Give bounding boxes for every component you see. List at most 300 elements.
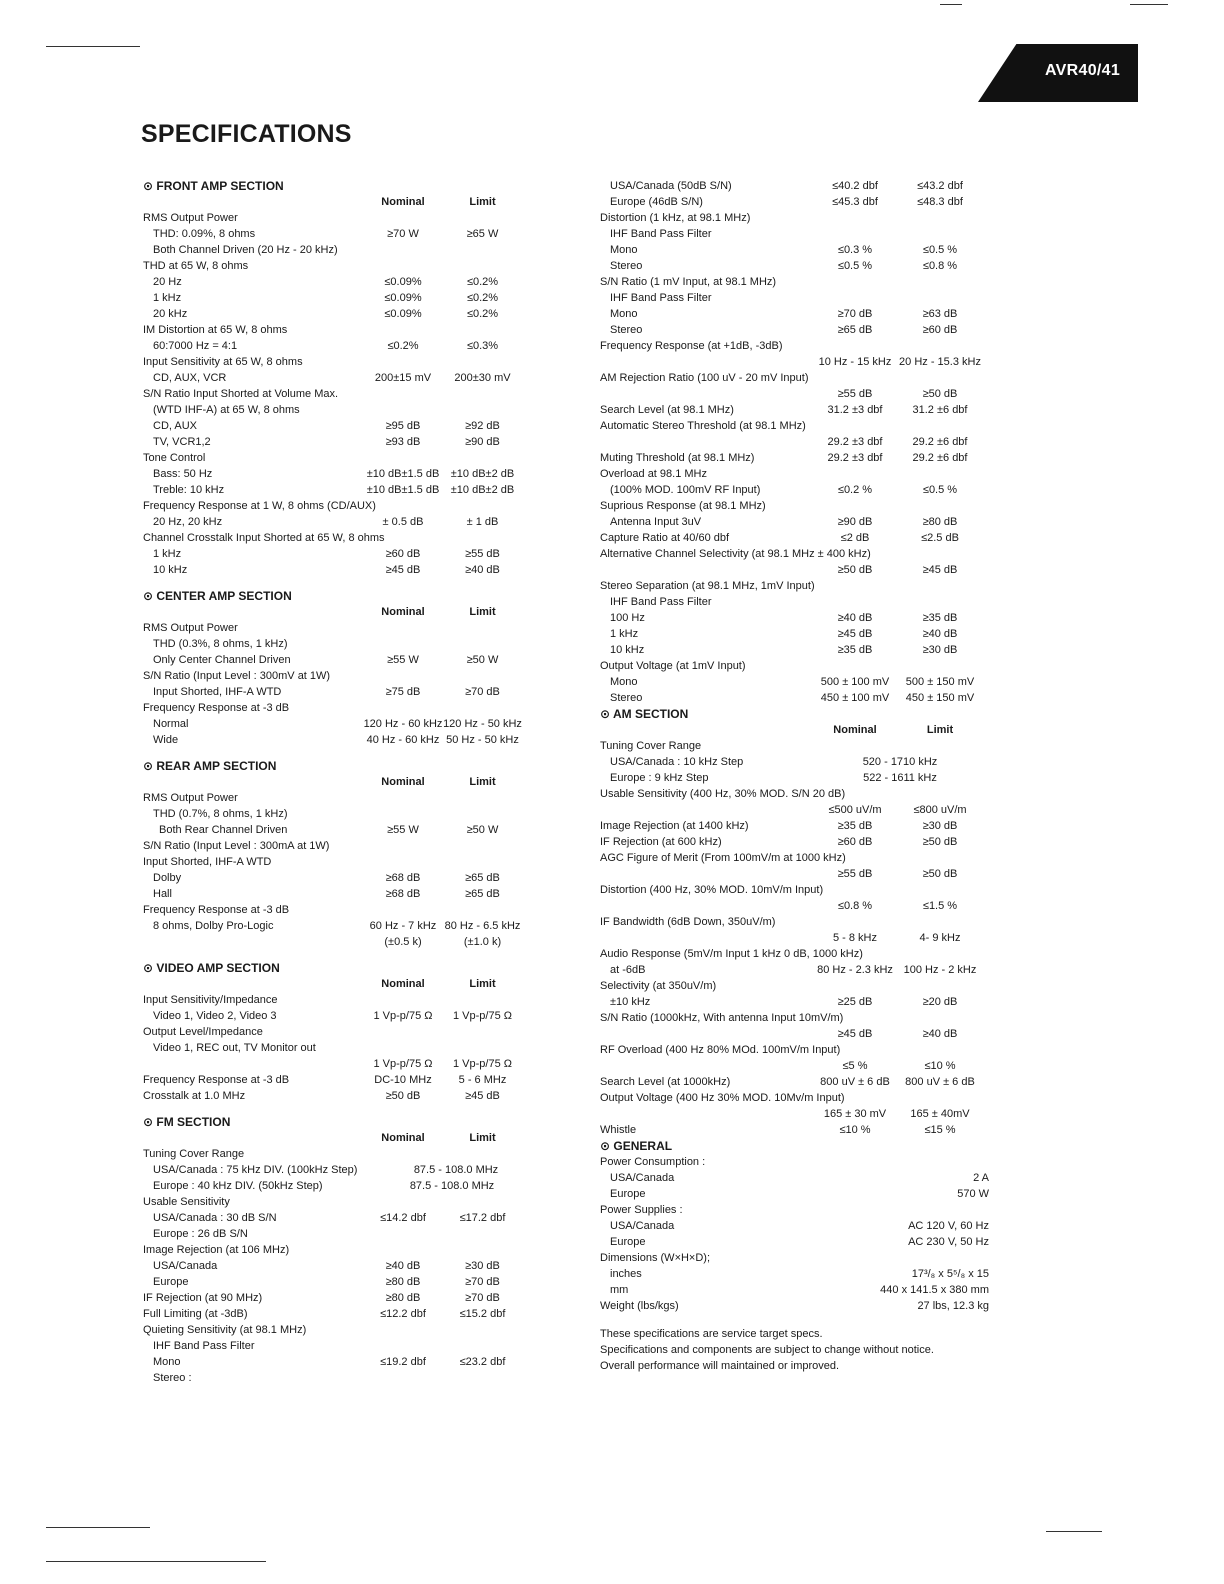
spec-row bbox=[600, 1250, 995, 1266]
spec-row bbox=[143, 790, 538, 806]
page-title: SPECIFICATIONS bbox=[141, 120, 352, 148]
spec-label: Stereo bbox=[610, 260, 643, 272]
spec-label: Image Rejection (at 1400 kHz) bbox=[600, 820, 749, 832]
spec-row bbox=[143, 242, 538, 258]
spec-label: Stereo bbox=[610, 692, 643, 704]
limit-value: ≤0.8 % bbox=[922, 260, 958, 272]
spec-label: Europe : 9 kHz Step bbox=[610, 772, 709, 784]
spec-label: Input Shorted, IHF-A WTD bbox=[143, 856, 272, 868]
nominal-value: ≥50 dB bbox=[385, 1090, 421, 1102]
nominal-value: 165 ± 30 mV bbox=[823, 1108, 887, 1120]
nominal-value: 29.2 ±3 dbf bbox=[827, 452, 883, 464]
spec-label: 20 Hz, 20 kHz bbox=[153, 516, 223, 528]
spec-row bbox=[143, 530, 538, 546]
spec-row bbox=[600, 962, 995, 978]
spec-label: (100% MOD. 100mV RF Input) bbox=[610, 484, 761, 496]
nominal-value: ≤5 % bbox=[842, 1060, 868, 1072]
spec-label: IM Distortion at 65 W, 8 ohms bbox=[143, 324, 288, 336]
spec-row bbox=[600, 1042, 995, 1058]
spec-row bbox=[600, 258, 995, 274]
spec-row bbox=[143, 1008, 538, 1024]
nominal-value: (±0.5 k) bbox=[384, 936, 422, 948]
spec-label: Europe bbox=[153, 1276, 189, 1288]
spec-label: Dolby bbox=[153, 872, 182, 884]
nominal-value: 200±15 mV bbox=[374, 372, 432, 384]
nominal-value: ≤40.2 dbf bbox=[832, 180, 878, 192]
spec-label: USA/Canada (50dB S/N) bbox=[610, 180, 732, 192]
spec-label: Overload at 98.1 MHz bbox=[600, 468, 707, 480]
limit-value: ≥50 dB bbox=[922, 836, 958, 848]
limit-value: 5 - 6 MHz bbox=[458, 1074, 507, 1086]
nominal-value: ≤10 % bbox=[839, 1124, 871, 1136]
spec-row bbox=[600, 690, 995, 706]
spec-row bbox=[600, 306, 995, 322]
spec-row bbox=[143, 562, 538, 578]
spec-row bbox=[143, 450, 538, 466]
range-value: 520 - 1710 kHz bbox=[862, 756, 938, 768]
limit-value: ≥60 dB bbox=[922, 324, 958, 336]
spec-label: USA/Canada : 10 kHz Step bbox=[610, 756, 744, 768]
spec-label: IHF Band Pass Filter bbox=[610, 596, 712, 608]
spec-row bbox=[143, 210, 538, 226]
section-title: ⊙ GENERAL bbox=[600, 1139, 673, 1153]
limit-value: ≤2.5 dB bbox=[921, 532, 959, 544]
spec-label: Output Level/Impedance bbox=[143, 1026, 263, 1038]
spec-row bbox=[143, 652, 538, 668]
nominal-value: 5 - 8 kHz bbox=[832, 932, 877, 944]
spec-label: (WTD IHF-A) at 65 W, 8 ohms bbox=[153, 404, 300, 416]
spec-label: Dimensions (W×H×D); bbox=[600, 1252, 711, 1264]
spec-label: CD, AUX, VCR bbox=[153, 372, 227, 384]
limit-header: Limit bbox=[469, 1132, 496, 1144]
nominal-value: ≥93 dB bbox=[385, 436, 421, 448]
limit-value: ≥90 dB bbox=[465, 436, 500, 448]
limit-value: ≥65 W bbox=[466, 228, 499, 240]
spec-row bbox=[143, 716, 538, 732]
spec-label: Stereo Separation (at 98.1 MHz, 1mV Input) bbox=[600, 580, 815, 592]
spec-row bbox=[600, 1074, 995, 1090]
spec-label: Alternative Channel Selectivity (at 98.1 MHz ± 400 kHz) bbox=[600, 548, 871, 560]
spec-row bbox=[600, 834, 995, 850]
nominal-value: ≥68 dB bbox=[385, 888, 421, 900]
nominal-value: ≥55 dB bbox=[837, 868, 873, 880]
spec-label: Input Sensitivity at 65 W, 8 ohms bbox=[143, 356, 303, 368]
spec-row bbox=[143, 338, 538, 354]
spec-row bbox=[600, 1090, 995, 1106]
spec-label: TV, VCR1,2 bbox=[153, 436, 211, 448]
nominal-value: ≥80 dB bbox=[385, 1276, 421, 1288]
limit-value: ≥92 dB bbox=[465, 420, 500, 432]
nominal-value: ≥45 dB bbox=[385, 564, 421, 576]
spec-label: IHF Band Pass Filter bbox=[153, 1340, 255, 1352]
spec-row bbox=[600, 930, 995, 946]
spec-label: Usable Sensitivity bbox=[143, 1196, 230, 1208]
spec-label: Whistle bbox=[600, 1124, 637, 1136]
limit-value: ≥70 dB bbox=[465, 686, 500, 698]
video-amp-header bbox=[143, 960, 538, 976]
limit-value: ≥50 W bbox=[466, 824, 499, 836]
spec-row bbox=[600, 530, 995, 546]
limit-value: (±1.0 k) bbox=[463, 936, 502, 948]
nominal-value: 500 ± 100 mV bbox=[820, 676, 890, 688]
spec-row bbox=[143, 1194, 538, 1210]
spec-row bbox=[600, 1218, 995, 1234]
nominal-value: ≥90 dB bbox=[837, 516, 873, 528]
spec-label: Stereo : bbox=[153, 1372, 192, 1384]
spec-row bbox=[143, 546, 538, 562]
spec-label: Distortion (400 Hz, 30% MOD. 10mV/m Input) bbox=[600, 884, 824, 896]
limit-value: 1 Vp-p/75 Ω bbox=[453, 1058, 512, 1070]
spec-row bbox=[143, 668, 538, 684]
spec-label: 1 kHz bbox=[153, 292, 182, 304]
spec-label: 8 ohms, Dolby Pro-Logic bbox=[153, 920, 274, 932]
spec-row bbox=[143, 1306, 538, 1322]
spec-row bbox=[143, 1210, 538, 1226]
spec-label: USA/Canada bbox=[610, 1220, 675, 1232]
limit-value: ≤15 % bbox=[924, 1124, 956, 1136]
nominal-header: Nominal bbox=[833, 724, 877, 736]
spec-label: Usable Sensitivity (400 Hz, 30% MOD. S/N 20 dB) bbox=[600, 788, 846, 800]
spec-label: at -6dB bbox=[610, 964, 646, 976]
spec-row bbox=[143, 902, 538, 918]
limit-value: ≤23.2 dbf bbox=[459, 1356, 506, 1368]
spec-row bbox=[143, 992, 538, 1008]
limit-value: ≥50 dB bbox=[922, 868, 958, 880]
spec-label: 20 Hz bbox=[153, 276, 182, 288]
spec-row bbox=[600, 418, 995, 434]
spec-row bbox=[143, 1242, 538, 1258]
spec-row bbox=[600, 626, 995, 642]
limit-header: Limit bbox=[926, 724, 954, 736]
nominal-value: ≤0.09% bbox=[384, 276, 422, 288]
spec-row bbox=[143, 700, 538, 716]
left-column bbox=[143, 178, 538, 1386]
spec-label: Power Consumption : bbox=[600, 1156, 706, 1168]
general-value: AC 230 V, 50 Hz bbox=[908, 1236, 989, 1248]
spec-label: IF Rejection (at 90 MHz) bbox=[143, 1292, 263, 1304]
spec-row bbox=[143, 1338, 538, 1354]
spec-row bbox=[600, 802, 995, 818]
spec-row bbox=[600, 562, 995, 578]
spec-label: S/N Ratio (1 mV Input, at 98.1 MHz) bbox=[600, 276, 777, 288]
limit-value: ≥70 dB bbox=[465, 1292, 500, 1304]
spec-row bbox=[143, 402, 538, 418]
spec-row bbox=[600, 594, 995, 610]
nominal-value: DC-10 MHz bbox=[374, 1074, 432, 1086]
spec-row bbox=[600, 786, 995, 802]
spec-row bbox=[143, 386, 538, 402]
spec-row bbox=[600, 226, 995, 242]
spec-label: Wide bbox=[153, 734, 179, 746]
nominal-header: Nominal bbox=[381, 606, 425, 618]
limit-value: ≥40 dB bbox=[465, 564, 500, 576]
nominal-value: 120 Hz - 60 kHz bbox=[363, 718, 443, 730]
spec-label: Audio Response (5mV/m Input 1 kHz 0 dB, 1000 kHz) bbox=[600, 948, 863, 960]
spec-label: Power Supplies : bbox=[600, 1204, 683, 1216]
spec-label: Automatic Stereo Threshold (at 98.1 MHz) bbox=[600, 420, 806, 432]
spec-row bbox=[600, 1154, 995, 1170]
nominal-value: ≤14.2 dbf bbox=[380, 1212, 426, 1224]
spec-label: IF Rejection (at 600 kHz) bbox=[600, 836, 722, 848]
spec-label: Quieting Sensitivity (at 98.1 MHz) bbox=[143, 1324, 307, 1336]
spec-label: THD: 0.09%, 8 ohms bbox=[153, 228, 256, 240]
spec-label: RMS Output Power bbox=[143, 212, 238, 224]
nominal-value: ≥50 dB bbox=[837, 564, 873, 576]
nominal-value: ≥70 W bbox=[387, 228, 419, 240]
nominal-value: ≥40 dB bbox=[385, 1260, 421, 1272]
spec-row bbox=[600, 194, 995, 210]
spec-row bbox=[600, 818, 995, 834]
spec-row bbox=[600, 482, 995, 498]
spec-row bbox=[143, 1370, 538, 1386]
spec-label: Input Sensitivity/Impedance bbox=[143, 994, 278, 1006]
spec-row bbox=[143, 1290, 538, 1306]
bottom-left-rule-2 bbox=[46, 1561, 266, 1562]
spec-label: Tuning Cover Range bbox=[600, 740, 702, 752]
section-title: ⊙ CENTER AMP SECTION bbox=[143, 589, 292, 603]
limit-header: Limit bbox=[469, 776, 496, 788]
section-title: ⊙ AM SECTION bbox=[600, 707, 689, 721]
nominal-value: ±10 dB±1.5 dB bbox=[366, 484, 440, 496]
spec-notes bbox=[600, 1326, 995, 1374]
bottom-left-rule bbox=[46, 1527, 150, 1528]
range-value: 87.5 - 108.0 MHz bbox=[413, 1164, 499, 1176]
spec-row bbox=[143, 620, 538, 636]
spec-label: Bass: 50 Hz bbox=[153, 468, 213, 480]
top-right-rule-2 bbox=[1130, 4, 1168, 5]
spec-label: Channel Crosstalk Input Shorted at 65 W, 8 ohms bbox=[143, 532, 385, 544]
spec-row bbox=[143, 870, 538, 886]
spec-label: Output Voltage (400 Hz 30% MOD. 10Mv/m Input) bbox=[600, 1092, 845, 1104]
nominal-value: ≥80 dB bbox=[385, 1292, 421, 1304]
spec-row bbox=[600, 546, 995, 562]
spec-row bbox=[600, 178, 995, 194]
nominal-value: ≥35 dB bbox=[837, 644, 873, 656]
limit-value: ≤48.3 dbf bbox=[917, 196, 963, 208]
spec-row bbox=[600, 402, 995, 418]
spec-label: Suprious Response (at 98.1 MHz) bbox=[600, 500, 766, 512]
spec-row bbox=[600, 1234, 995, 1250]
spec-label: 100 Hz bbox=[610, 612, 645, 624]
spec-row bbox=[143, 918, 538, 934]
spec-label: IHF Band Pass Filter bbox=[610, 228, 712, 240]
spec-label: Stereo bbox=[610, 324, 643, 336]
spec-row bbox=[143, 1274, 538, 1290]
spec-row bbox=[600, 770, 995, 786]
nominal-value: ≥40 dB bbox=[837, 612, 873, 624]
spec-label: RF Overload (400 Hz 80% MOd. 100mV/m Input) bbox=[600, 1044, 841, 1056]
center-amp-header bbox=[143, 588, 538, 604]
column-headers bbox=[143, 774, 538, 790]
limit-value: 31.2 ±6 dbf bbox=[912, 404, 968, 416]
limit-value: ≥65 dB bbox=[465, 888, 500, 900]
spec-row bbox=[600, 498, 995, 514]
spec-label: Europe : 40 kHz DIV. (50kHz Step) bbox=[153, 1180, 323, 1192]
front-amp-header bbox=[143, 178, 538, 194]
nominal-value: ≤19.2 dbf bbox=[380, 1356, 426, 1368]
spec-row bbox=[143, 1146, 538, 1162]
limit-value: 500 ± 150 mV bbox=[905, 676, 975, 688]
bottom-right-rule bbox=[1046, 1531, 1102, 1532]
spec-label: 1 kHz bbox=[610, 628, 639, 640]
spec-row bbox=[600, 370, 995, 386]
limit-header: Limit bbox=[469, 196, 496, 208]
spec-label: Mono bbox=[610, 308, 638, 320]
limit-value: ≥30 dB bbox=[922, 820, 958, 832]
spec-label: Frequency Response (at +1dB, -3dB) bbox=[600, 340, 783, 352]
nominal-value: ≥35 dB bbox=[837, 820, 873, 832]
spec-label: IF Bandwidth (6dB Down, 350uV/m) bbox=[600, 916, 776, 928]
spec-row bbox=[600, 642, 995, 658]
spec-label: USA/Canada bbox=[610, 1172, 675, 1184]
limit-header: Limit bbox=[469, 606, 496, 618]
nominal-value: ± 0.5 dB bbox=[382, 516, 424, 528]
general-value: 17³/₈ x 5⁵/₈ x 15 bbox=[911, 1268, 989, 1280]
spec-row bbox=[600, 386, 995, 402]
spec-label: S/N Ratio Input Shorted at Volume Max. bbox=[143, 388, 339, 400]
spec-label: ±10 kHz bbox=[610, 996, 651, 1008]
spec-row bbox=[143, 732, 538, 748]
limit-value: 80 Hz - 6.5 kHz bbox=[444, 920, 521, 932]
limit-value: 120 Hz - 50 kHz bbox=[443, 718, 522, 730]
general-header bbox=[600, 1138, 995, 1154]
limit-value: ≤0.3% bbox=[466, 340, 499, 352]
nominal-header: Nominal bbox=[381, 196, 425, 208]
limit-value: ≥80 dB bbox=[922, 516, 958, 528]
nominal-value: 800 uV ± 6 dB bbox=[820, 1076, 890, 1088]
spec-row bbox=[143, 498, 538, 514]
limit-value: ≤10 % bbox=[924, 1060, 956, 1072]
limit-value: 1 Vp-p/75 Ω bbox=[453, 1010, 512, 1022]
nominal-value: 10 Hz - 15 kHz bbox=[818, 356, 892, 368]
limit-header: Limit bbox=[469, 978, 496, 990]
limit-value: ≥65 dB bbox=[465, 872, 500, 884]
nominal-value: ≥55 dB bbox=[837, 388, 873, 400]
spec-label: mm bbox=[610, 1284, 629, 1296]
spec-label: CD, AUX bbox=[153, 420, 198, 432]
limit-value: ≥20 dB bbox=[922, 996, 958, 1008]
limit-value: ≥40 dB bbox=[922, 628, 958, 640]
spec-label: Treble: 10 kHz bbox=[153, 484, 225, 496]
spec-label: Search Level (at 98.1 MHz) bbox=[600, 404, 734, 416]
spec-row bbox=[600, 210, 995, 226]
limit-value: ≥70 dB bbox=[465, 1276, 500, 1288]
limit-value: 450 ± 150 mV bbox=[905, 692, 975, 704]
limit-value: ≥45 dB bbox=[465, 1090, 500, 1102]
spec-row bbox=[143, 1354, 538, 1370]
limit-value: 29.2 ±6 dbf bbox=[912, 436, 968, 448]
spec-label: S/N Ratio (1000kHz, With antenna Input 10mV/m) bbox=[600, 1012, 844, 1024]
limit-value: ≤15.2 dbf bbox=[459, 1308, 506, 1320]
spec-label: Mono bbox=[610, 676, 638, 688]
rear-amp-header bbox=[143, 758, 538, 774]
nominal-value: ≤45.3 dbf bbox=[832, 196, 878, 208]
nominal-value: 450 ± 100 mV bbox=[820, 692, 890, 704]
spec-row bbox=[143, 1258, 538, 1274]
spec-label: 10 kHz bbox=[610, 644, 645, 656]
spec-row bbox=[600, 338, 995, 354]
spec-row bbox=[143, 838, 538, 854]
spec-label: Frequency Response at 1 W, 8 ohms (CD/AUX) bbox=[143, 500, 376, 512]
spec-label: AM Rejection Ratio (100 uV - 20 mV Input) bbox=[600, 372, 809, 384]
spec-label: Video 1, REC out, TV Monitor out bbox=[153, 1042, 316, 1054]
column-headers bbox=[143, 976, 538, 992]
range-value: 522 - 1611 kHz bbox=[863, 772, 937, 784]
spec-row bbox=[143, 434, 538, 450]
nominal-header: Nominal bbox=[381, 776, 425, 788]
nominal-value: ≥65 dB bbox=[837, 324, 873, 336]
nominal-value: ≤0.2 % bbox=[837, 484, 873, 496]
spec-label: USA/Canada : 75 kHz DIV. (100kHz Step) bbox=[153, 1164, 358, 1176]
spec-row bbox=[600, 1266, 995, 1282]
limit-value: ±10 dB±2 dB bbox=[450, 468, 515, 480]
note-line: These specifications are service target specs. bbox=[600, 1328, 823, 1340]
spec-label: Selectivity (at 350uV/m) bbox=[600, 980, 717, 992]
spec-label: THD (0.7%, 8 ohms, 1 kHz) bbox=[153, 808, 288, 820]
spec-row bbox=[143, 1024, 538, 1040]
right-column bbox=[600, 178, 995, 1374]
limit-value: 29.2 ±6 dbf bbox=[912, 452, 968, 464]
spec-label: Capture Ratio at 40/60 dbf bbox=[600, 532, 730, 544]
general-value: AC 120 V, 60 Hz bbox=[908, 1220, 989, 1232]
limit-value: ≤0.5 % bbox=[922, 244, 958, 256]
nominal-value: ≥25 dB bbox=[837, 996, 873, 1008]
spec-label: Europe bbox=[610, 1188, 646, 1200]
nominal-value: ±10 dB±1.5 dB bbox=[366, 468, 440, 480]
limit-value: ≥30 dB bbox=[922, 644, 958, 656]
spec-row bbox=[600, 274, 995, 290]
limit-value: 50 Hz - 50 kHz bbox=[446, 734, 519, 746]
spec-row bbox=[600, 1010, 995, 1026]
spec-label: Tuning Cover Range bbox=[143, 1148, 245, 1160]
spec-label: Input Shorted, IHF-A WTD bbox=[153, 686, 282, 698]
limit-value: ≤43.2 dbf bbox=[917, 180, 963, 192]
spec-label: inches bbox=[610, 1268, 642, 1280]
am-header bbox=[600, 706, 995, 722]
spec-row bbox=[143, 1322, 538, 1338]
spec-row bbox=[600, 658, 995, 674]
spec-label: 60:7000 Hz = 4:1 bbox=[153, 340, 238, 352]
spec-row bbox=[143, 482, 538, 498]
fm-header bbox=[143, 1114, 538, 1130]
spec-row bbox=[600, 1106, 995, 1122]
limit-value: 800 uV ± 6 dB bbox=[905, 1076, 975, 1088]
limit-value: 100 Hz - 2 kHz bbox=[903, 964, 977, 976]
spec-row bbox=[143, 822, 538, 838]
spec-row bbox=[143, 514, 538, 530]
limit-value: ≤1.5 % bbox=[922, 900, 958, 912]
nominal-value: ≥75 dB bbox=[385, 686, 421, 698]
section-title: ⊙ REAR AMP SECTION bbox=[143, 759, 277, 773]
top-left-rule bbox=[46, 46, 140, 47]
spec-row bbox=[600, 674, 995, 690]
spec-row bbox=[600, 1170, 995, 1186]
spec-row bbox=[143, 1072, 538, 1088]
spec-label: THD at 65 W, 8 ohms bbox=[143, 260, 249, 272]
limit-value: ≥50 W bbox=[466, 654, 499, 666]
limit-value: 165 ± 40mV bbox=[910, 1108, 970, 1120]
spec-label: Full Limiting (at -3dB) bbox=[143, 1308, 248, 1320]
spec-row bbox=[143, 322, 538, 338]
nominal-value: ≥60 dB bbox=[385, 548, 421, 560]
spec-label: Output Voltage (at 1mV Input) bbox=[600, 660, 746, 672]
spec-row bbox=[143, 934, 538, 950]
spec-row bbox=[600, 866, 995, 882]
limit-value: ≤0.2% bbox=[466, 292, 499, 304]
spec-label: Europe : 26 dB S/N bbox=[153, 1228, 248, 1240]
spec-row bbox=[600, 994, 995, 1010]
nominal-value: ≥55 W bbox=[387, 654, 419, 666]
